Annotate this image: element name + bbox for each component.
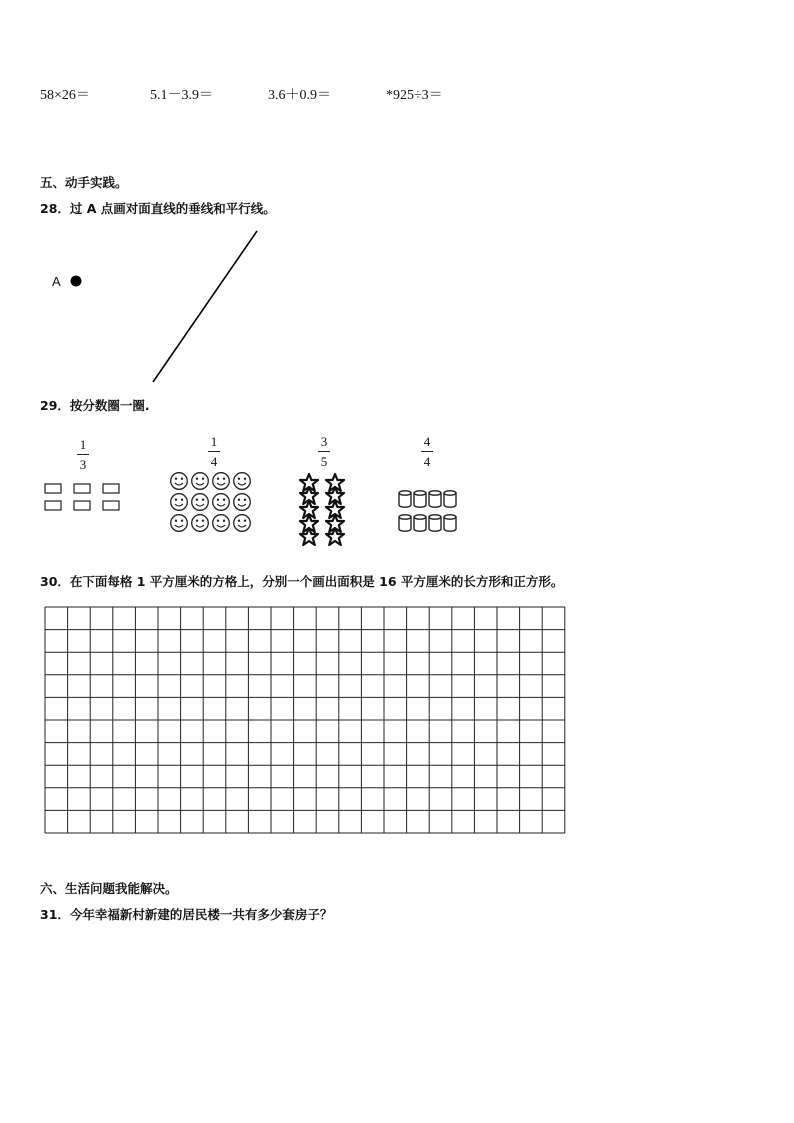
fraction-1-3 <box>73 437 93 472</box>
fraction-numerator: 1 <box>79 437 87 452</box>
cylinder-icon <box>414 491 426 507</box>
fraction-denominator: 5 <box>320 454 328 469</box>
calc-item-1: 58×26＝ <box>40 88 90 103</box>
cylinder-icon <box>444 515 456 531</box>
smiley-icon <box>171 494 188 511</box>
section-6-title: 六、生活问题我能解决。 <box>40 881 178 896</box>
smiley-icon <box>234 515 251 532</box>
rectangle-icon <box>45 501 61 510</box>
question-31-text: 31．今年幸福新村新建的居民楼一共有多少套房子？ <box>40 907 333 922</box>
q28-figure <box>60 225 280 390</box>
smiley-group <box>168 470 254 534</box>
smiley-icon <box>213 515 230 532</box>
calc-item-4: *925÷3＝ <box>386 88 443 103</box>
fraction-3-5 <box>314 434 334 469</box>
fraction-4-4 <box>417 434 437 469</box>
rectangle-icon <box>103 501 119 510</box>
smiley-icon <box>234 494 251 511</box>
smiley-icon <box>192 494 209 511</box>
fraction-denominator: 3 <box>79 457 87 472</box>
cylinder-icon <box>429 515 441 531</box>
fraction-denominator: 4 <box>423 454 431 469</box>
cylinder-icon <box>399 515 411 531</box>
rectangle-group <box>40 480 125 515</box>
square-grid[interactable] <box>44 606 568 835</box>
fraction-numerator: 3 <box>320 434 328 449</box>
cylinder-icon <box>429 491 441 507</box>
fraction-numerator: 4 <box>423 434 431 449</box>
cylinder-group <box>396 486 462 538</box>
calc-item-2: 5.1－3.9＝ <box>150 88 213 103</box>
calc-item-3: 3.6＋0.9＝ <box>268 88 331 103</box>
cylinder-icon <box>414 515 426 531</box>
smiley-icon <box>171 515 188 532</box>
question-29-text: 29．按分数圈一圈. <box>40 398 150 413</box>
fraction-1-4 <box>204 434 224 469</box>
rectangle-icon <box>45 484 61 493</box>
smiley-icon <box>234 473 251 490</box>
section-5-title: 五、动手实践。 <box>40 175 128 190</box>
point-a-dot <box>71 276 82 287</box>
question-28-text: 28．过 A 点画对面直线的垂线和平行线。 <box>40 201 276 216</box>
smiley-icon <box>213 473 230 490</box>
smiley-icon <box>192 515 209 532</box>
smiley-icon <box>171 473 188 490</box>
fraction-numerator: 1 <box>210 434 218 449</box>
cylinder-icon <box>444 491 456 507</box>
slanted-line <box>153 231 257 382</box>
smiley-icon <box>192 473 209 490</box>
cylinder-icon <box>399 491 411 507</box>
point-a-label: A <box>52 274 61 289</box>
star-group <box>295 472 351 548</box>
rectangle-icon <box>74 484 90 493</box>
smiley-icon <box>213 494 230 511</box>
rectangle-icon <box>103 484 119 493</box>
question-30-text: 30．在下面每格 1 平方厘米的方格上，分别一个画出面积是 16 平方厘米的长方形和正方形。 <box>40 574 564 589</box>
fraction-denominator: 4 <box>210 454 218 469</box>
rectangle-icon <box>74 501 90 510</box>
